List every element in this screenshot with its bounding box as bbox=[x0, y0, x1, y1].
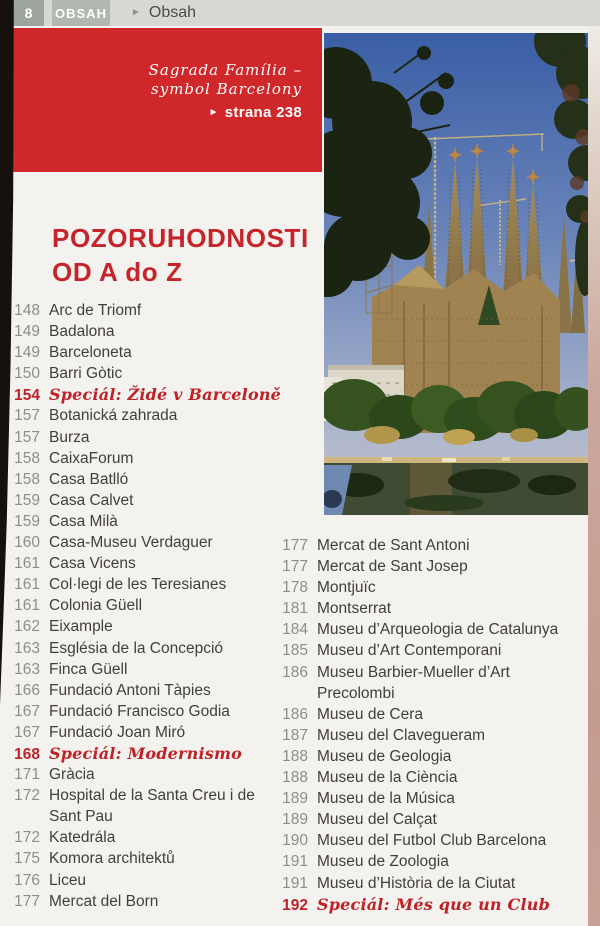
pond bbox=[324, 457, 588, 515]
toc-entry bbox=[14, 384, 310, 405]
toc-entry bbox=[278, 788, 598, 809]
toc-title: Fundació Francisco Godia bbox=[49, 702, 230, 720]
toc-entry bbox=[14, 659, 310, 680]
toc-title: Eixample bbox=[49, 618, 113, 636]
toc-page-number: 189 bbox=[282, 811, 308, 829]
toc-page-number: 157 bbox=[14, 407, 40, 425]
toc-entry bbox=[14, 363, 310, 384]
toc-entry bbox=[14, 616, 310, 637]
toc-title: Finca Güell bbox=[49, 660, 128, 678]
toc-title: Speciál: Modernismo bbox=[49, 743, 242, 763]
toc-page-number: 181 bbox=[282, 600, 308, 618]
page-reference bbox=[149, 104, 302, 121]
toc-entry-continuation bbox=[14, 806, 310, 827]
toc-title: Katedrála bbox=[49, 829, 116, 847]
toc-entry bbox=[14, 490, 310, 511]
toc-entry bbox=[278, 598, 598, 619]
toc-page-number: 191 bbox=[282, 874, 308, 892]
toc-page-number: 171 bbox=[14, 766, 40, 784]
toc-entry bbox=[278, 577, 598, 598]
toc-title: Arc de Triomf bbox=[49, 302, 142, 319]
toc-entry bbox=[14, 638, 310, 659]
toc-page-number: 167 bbox=[14, 723, 40, 741]
toc-title: Mercat de Sant Antoni bbox=[317, 537, 470, 554]
caption-line-1: Sagrada Família – bbox=[148, 61, 302, 79]
toc-title: Casa Milà bbox=[49, 512, 118, 530]
toc-title: Col·legi de les Teresianes bbox=[49, 576, 227, 594]
toc-entry bbox=[14, 469, 310, 490]
toc-entry bbox=[278, 809, 598, 830]
scan-black-edge bbox=[0, 0, 15, 705]
toc-title: Barri Gòtic bbox=[49, 365, 123, 383]
toc-entry bbox=[14, 848, 310, 869]
toc-page-number: 150 bbox=[14, 365, 40, 383]
toc-entry bbox=[14, 574, 310, 595]
toc-entry-continuation bbox=[278, 683, 598, 704]
photo-caption bbox=[149, 61, 302, 121]
toc-entry bbox=[14, 743, 310, 764]
toc-page-number: 186 bbox=[282, 663, 308, 681]
toc-page-number: 162 bbox=[14, 618, 40, 636]
toc-entry bbox=[278, 767, 598, 788]
sagrada-familia-photo bbox=[324, 33, 588, 515]
toc-title: Montserrat bbox=[317, 600, 392, 618]
toc-title: Museu d’Art Contemporani bbox=[317, 642, 502, 660]
toc-entry bbox=[14, 701, 310, 722]
toc-entry bbox=[14, 680, 310, 701]
toc-entry bbox=[14, 891, 310, 912]
page-title-line-1: POZORUHODNOSTI bbox=[52, 223, 309, 253]
toc-title: Museu de Zoologia bbox=[317, 853, 449, 871]
toc-page-number: 163 bbox=[14, 660, 40, 678]
toc-page-number: 191 bbox=[282, 853, 308, 871]
toc-page-number: 160 bbox=[14, 534, 40, 552]
page-header bbox=[0, 0, 600, 26]
toc-page-number: 188 bbox=[282, 769, 308, 787]
toc-page-number: 168 bbox=[14, 745, 40, 763]
toc-title: Museu d’Arqueologia de Catalunya bbox=[317, 621, 559, 639]
toc-entry bbox=[278, 535, 598, 556]
toc-entry bbox=[278, 851, 598, 872]
toc-entry bbox=[14, 427, 310, 448]
toc-page-number: 166 bbox=[14, 681, 40, 699]
toc-title: Komora architektů bbox=[49, 850, 175, 868]
page-ref-arrow-icon: ► bbox=[208, 107, 219, 118]
toc-page-number: 157 bbox=[14, 428, 40, 446]
toc-entry bbox=[278, 556, 598, 577]
toc-entry bbox=[278, 746, 598, 767]
photo-caption-banner bbox=[13, 28, 322, 172]
toc-title: Burza bbox=[49, 428, 90, 446]
toc-page-number: 172 bbox=[14, 829, 40, 847]
toc-title: Mercat de Sant Josep bbox=[317, 558, 468, 576]
page-ref-label: strana 238 bbox=[224, 104, 302, 121]
toc-entry bbox=[14, 511, 310, 532]
page-title bbox=[52, 221, 309, 289]
toc-title: Museu Barbier-Mueller d’Art bbox=[317, 663, 510, 681]
toc-title: Museu del Clavegueram bbox=[317, 726, 486, 744]
toc-title: Casa Batlló bbox=[49, 470, 129, 488]
toc-page-number: 177 bbox=[282, 537, 308, 554]
toc-page-number: 161 bbox=[14, 555, 40, 573]
toc-title: Museu de la Ciència bbox=[317, 769, 458, 787]
toc-page-number: 187 bbox=[282, 726, 308, 744]
toc-page-number: 188 bbox=[282, 747, 308, 765]
toc-entry bbox=[14, 321, 310, 342]
toc-title: Mercat del Born bbox=[49, 892, 159, 910]
toc-page-number: 177 bbox=[14, 892, 40, 910]
caption-line-2: symbol Barcelony bbox=[151, 80, 302, 98]
toc-title: Casa Vicens bbox=[49, 555, 136, 573]
page-number: 8 bbox=[24, 5, 33, 21]
toc-entry bbox=[278, 873, 598, 894]
toc-title: Fundació Antoni Tàpies bbox=[49, 681, 211, 699]
toc-page-number: 161 bbox=[14, 576, 40, 594]
toc-page-number: 158 bbox=[14, 470, 40, 488]
toc-page-number: 189 bbox=[282, 790, 308, 808]
toc-title: Precolombi bbox=[317, 684, 395, 702]
section-label: OBSAH bbox=[55, 5, 107, 21]
toc-page-number: 184 bbox=[282, 621, 308, 639]
toc-title: Hospital de la Santa Creu i de bbox=[49, 787, 255, 805]
book-page-edge bbox=[588, 26, 600, 926]
page-number-box bbox=[13, 0, 44, 26]
toc-page-number: 148 bbox=[14, 302, 40, 319]
toc-page-number: 167 bbox=[14, 702, 40, 720]
toc-entry bbox=[14, 405, 310, 426]
page-title-line-2: OD A do Z bbox=[52, 257, 183, 287]
toc-title: Casa Calvet bbox=[49, 491, 134, 509]
toc-entry bbox=[14, 785, 310, 806]
toc-title: Casa-Museu Verdaguer bbox=[49, 534, 213, 552]
toc-title: Colonia Güell bbox=[49, 597, 143, 615]
toc-page-number: 149 bbox=[14, 344, 40, 362]
toc-title: Liceu bbox=[49, 871, 87, 889]
toc-title: Barceloneta bbox=[49, 344, 132, 362]
section-label-box bbox=[52, 0, 110, 26]
toc-page-number: 177 bbox=[282, 558, 308, 576]
breadcrumb-arrow-icon: ► bbox=[131, 7, 141, 18]
toc-page-number: 161 bbox=[14, 597, 40, 615]
toc-title: Museu del Futbol Club Barcelona bbox=[317, 832, 547, 850]
toc-entry bbox=[278, 894, 598, 915]
toc-page-number: 185 bbox=[282, 642, 308, 660]
breadcrumb bbox=[131, 0, 196, 26]
toc-entry bbox=[14, 300, 310, 321]
toc-page-number: 186 bbox=[282, 705, 308, 723]
toc-page-number: 159 bbox=[14, 491, 40, 509]
toc-column-right bbox=[278, 535, 598, 915]
toc-entry bbox=[14, 595, 310, 616]
toc-title: CaixaForum bbox=[49, 449, 134, 467]
toc-title: Museu de la Música bbox=[317, 790, 455, 808]
toc-title: Gràcia bbox=[49, 766, 95, 784]
toc-entry bbox=[14, 827, 310, 848]
toc-title: Speciál: Židé v Barceloně bbox=[49, 385, 282, 405]
toc-title: Speciál: Més que un Club bbox=[317, 894, 550, 914]
toc-page-number: 192 bbox=[282, 896, 308, 914]
toc-entry bbox=[278, 830, 598, 851]
toc-entry bbox=[14, 342, 310, 363]
toc-title: Museu del Calçat bbox=[317, 811, 437, 829]
toc-title: Sant Pau bbox=[49, 808, 113, 826]
toc-entry bbox=[14, 870, 310, 891]
toc-page-number: 190 bbox=[282, 832, 308, 850]
toc-entry bbox=[14, 532, 310, 553]
toc-title: Badalona bbox=[49, 323, 115, 341]
toc-title: Museu d’Història de la Ciutat bbox=[317, 874, 516, 892]
toc-title: Església de la Concepció bbox=[49, 639, 224, 657]
toc-page-number: 172 bbox=[14, 787, 40, 805]
toc-column-left bbox=[14, 300, 310, 912]
toc-entry bbox=[278, 662, 598, 683]
toc-page-number: 178 bbox=[282, 579, 308, 597]
toc-page-number: 149 bbox=[14, 323, 40, 341]
toc-page-number: 176 bbox=[14, 871, 40, 889]
toc-title: Botanická zahrada bbox=[49, 407, 178, 425]
toc-title: Fundació Joan Miró bbox=[49, 723, 186, 741]
toc-page-number: 159 bbox=[14, 512, 40, 530]
breadcrumb-label: Obsah bbox=[148, 4, 197, 21]
toc-entry bbox=[14, 448, 310, 469]
toc-title: Museu de Cera bbox=[317, 705, 423, 723]
toc-title: Museu de Geologia bbox=[317, 747, 452, 765]
toc-entry bbox=[278, 619, 598, 640]
toc-entry bbox=[278, 704, 598, 725]
toc-entry bbox=[278, 640, 598, 661]
toc-page-number: 154 bbox=[14, 387, 40, 405]
toc-page-number: 163 bbox=[14, 639, 40, 657]
toc-entry bbox=[14, 764, 310, 785]
toc-entry bbox=[14, 553, 310, 574]
toc-title: Montjuïc bbox=[317, 579, 376, 597]
toc-page-number: 158 bbox=[14, 449, 40, 467]
toc-page-number: 175 bbox=[14, 850, 40, 868]
toc-entry bbox=[278, 725, 598, 746]
toc-entry bbox=[14, 722, 310, 743]
